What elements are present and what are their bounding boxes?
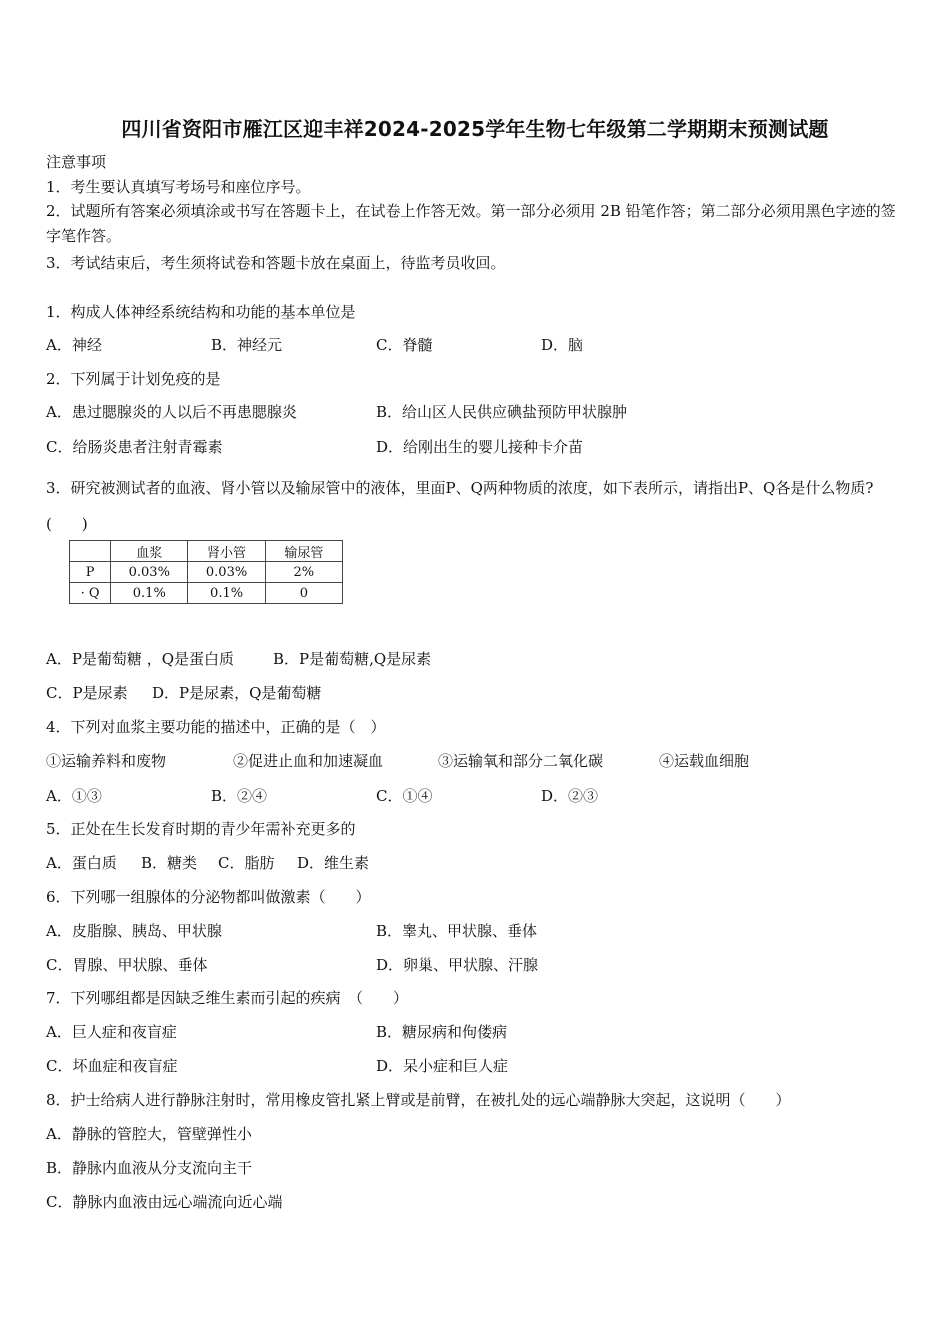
question-3-option-a: A．P是葡萄糖 ，Q是蛋白质 <box>46 650 234 668</box>
question-7-stem: 7．下列哪组都是因缺乏维生素而引起的疾病 （ ） <box>46 989 409 1007</box>
question-7-option-a: A．巨人症和夜盲症 <box>46 1023 177 1041</box>
table-cell: 0.1% <box>188 583 265 604</box>
table-header-cell: 输尿管 <box>265 541 342 562</box>
question-4-statement-2: ②促进止血和加速凝血 <box>233 752 384 770</box>
question-1-option-a: A．神经 <box>46 336 102 354</box>
question-5-option-c: C．脂肪 <box>218 854 275 872</box>
question-1-option-b: B．神经元 <box>211 336 283 354</box>
notice-item-3: 3．考试结束后，考生须将试卷和答题卡放在桌面上，待监考员收回。 <box>46 254 506 272</box>
notice-heading: 注意事项 <box>46 153 107 171</box>
table-row <box>70 583 343 604</box>
question-4-option-a: A．①③ <box>46 787 102 805</box>
table-cell: 0.1% <box>111 583 188 604</box>
question-7-option-b: B．糖尿病和佝偻病 <box>376 1023 508 1041</box>
table-cell: · Q <box>70 583 111 604</box>
question-2-option-a: A．患过腮腺炎的人以后不再患腮腺炎 <box>46 403 297 421</box>
question-8-option-a: A．静脉的管腔大，管壁弹性小 <box>46 1125 252 1143</box>
question-7-option-d: D．呆小症和巨人症 <box>376 1057 509 1075</box>
question-4-statement-4: ④运载血细胞 <box>659 752 750 770</box>
question-2-option-c: C．给肠炎患者注射青霉素 <box>46 438 223 456</box>
question-2-option-d: D．给刚出生的婴儿接种卡介苗 <box>376 438 584 456</box>
question-5-option-a: A．蛋白质 <box>46 854 117 872</box>
table-header-cell: 肾小管 <box>188 541 265 562</box>
question-4-stem: 4．下列对血浆主要功能的描述中，正确的是（ ） <box>46 718 386 736</box>
question-6-option-c: C．胃腺、甲状腺、垂体 <box>46 956 208 974</box>
page-title: 四川省资阳市雁江区迎丰祥2024-2025学年生物七年级第二学期期末预测试题 <box>121 117 829 141</box>
question-3-option-b: B．P是葡萄糖,Q是尿素 <box>273 650 432 668</box>
table-cell: 0 <box>265 583 342 604</box>
table-header-cell: 血浆 <box>111 541 188 562</box>
question-4-statement-1: ①运输养料和废物 <box>46 752 167 770</box>
question-5-option-d: D．维生素 <box>297 854 370 872</box>
question-5-option-b: B．糖类 <box>141 854 198 872</box>
question-6-option-d: D．卵巢、甲状腺、汗腺 <box>376 956 539 974</box>
notice-item-1: 1．考生要认真填写考场号和座位序号。 <box>46 178 311 196</box>
question-1-stem: 1．构成人体神经系统结构和功能的基本单位是 <box>46 303 356 321</box>
table-cell: 0.03% <box>188 562 265 583</box>
table-cell: 0.03% <box>111 562 188 583</box>
question-6-stem: 6．下列哪一组腺体的分泌物都叫做激素（ ） <box>46 888 371 906</box>
question-2-stem: 2．下列属于计划免疫的是 <box>46 370 221 388</box>
question-8-stem: 8．护士给病人进行静脉注射时，常用橡皮管扎紧上臂或是前臂，在被扎处的远心端静脉大突起，这说明（ ） <box>46 1091 791 1109</box>
question-6-option-a: A．皮脂腺、胰岛、甲状腺 <box>46 922 222 940</box>
table-cell: 2% <box>265 562 342 583</box>
question-5-stem: 5．正处在生长发育时期的青少年需补充更多的 <box>46 820 356 838</box>
question-4-option-d: D．②③ <box>541 787 599 805</box>
question-4-option-c: C．①④ <box>376 787 433 805</box>
table-header-cell <box>70 541 111 562</box>
question-3-stem: 3．研究被测试者的血液、肾小管以及输尿管中的液体，里面P、Q两种物质的浓度，如下表所示，请指出P、Q各是什么物质?( ) <box>46 479 874 533</box>
question-4-statement-3: ③运输氧和部分二氧化碳 <box>438 752 604 770</box>
question-8-option-b: B．静脉内血液从分支流向主干 <box>46 1159 253 1177</box>
question-7-option-c: C．坏血症和夜盲症 <box>46 1057 178 1075</box>
question-6-option-b: B．睾丸、甲状腺、垂体 <box>376 922 538 940</box>
table-row <box>70 562 343 583</box>
question-3-option-d: D．P是尿素，Q是葡萄糖 <box>152 684 322 702</box>
question-4-option-b: B．②④ <box>211 787 268 805</box>
question-2-option-b: B．给山区人民供应碘盐预防甲状腺肿 <box>376 403 628 421</box>
table-header-row <box>70 541 343 562</box>
question-1-option-d: D．脑 <box>541 336 584 354</box>
table-cell: P <box>70 562 111 583</box>
notice-item-2: 2．试题所有答案必须填涂或书写在答题卡上，在试卷上作答无效。第一部分必须用 2B 铅笔作答；第二部分必须用黑色字迹的签字笔作答。 <box>46 202 896 245</box>
question-8-option-c: C．静脉内血液由远心端流向近心端 <box>46 1193 283 1211</box>
question-3-option-c: C．P是尿素 <box>46 684 128 702</box>
question-1-option-c: C．脊髓 <box>376 336 433 354</box>
concentration-table <box>69 540 343 604</box>
